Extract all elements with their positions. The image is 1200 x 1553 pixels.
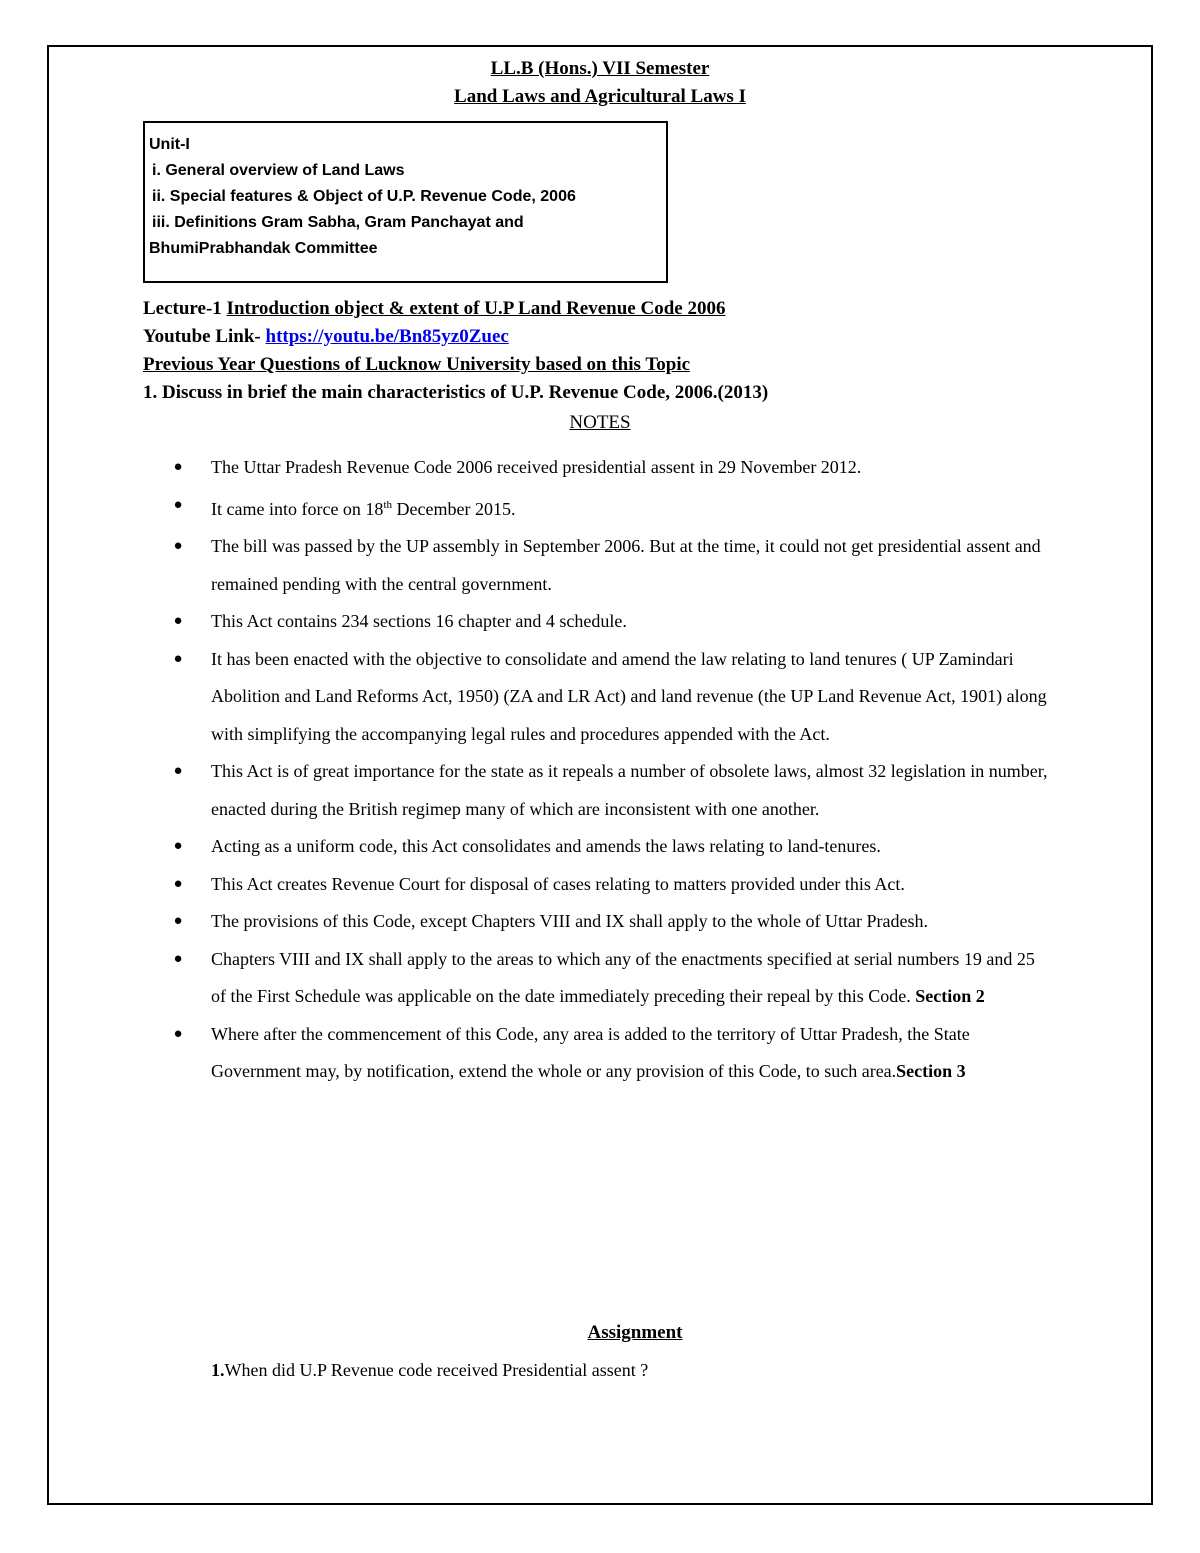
- unit-box: [143, 121, 668, 283]
- list-item: ● This Act creates Revenue Court for disposal of cases relating to matters provided under this Act.: [171, 866, 1051, 904]
- section-ref: Section 3: [896, 1061, 966, 1081]
- question-text: When did U.P Revenue code received Presidential assent ?: [224, 1360, 649, 1380]
- bullet-icon: ●: [173, 913, 183, 929]
- unit-title: Unit-I: [149, 136, 190, 153]
- lecture-line: [143, 296, 725, 322]
- bullet-icon: ●: [173, 838, 183, 854]
- unit-topic: iii. Definitions Gram Sabha, Gram Panchayat and: [152, 214, 524, 231]
- assignment-heading: Assignment: [587, 1322, 683, 1343]
- list-item: ● The bill was passed by the UP assembly in September 2006. But at the time, it could not get presidential assent and remained pending with the central government.: [171, 528, 1051, 603]
- list-item: ● This Act contains 234 sections 16 chapter and 4 schedule.: [171, 603, 1051, 641]
- bullet-icon: ●: [173, 613, 183, 629]
- section-ref: Section 2: [915, 986, 985, 1006]
- bullet-icon: ●: [173, 1025, 183, 1042]
- bullet-icon: ●: [173, 650, 183, 667]
- notes-heading: NOTES: [569, 412, 631, 433]
- list-item: ● Chapters VIII and IX shall apply to the areas to which any of the enactments specified at serial numbers 19 and 25 of the First Schedule was applicable on the date immediately preceding their repeal by this Code. Section 2: [171, 941, 1051, 1016]
- bullet-icon: ●: [173, 538, 183, 554]
- unit-topic: i. General overview of Land Laws: [152, 162, 405, 179]
- list-item: ● Where after the commencement of this Code, any area is added to the territory of Uttar Pradesh, the State Government may, by notification, extend the whole or any provision of this Code, to such area.Section 3: [171, 1016, 1051, 1091]
- youtube-label: Youtube Link-: [143, 326, 266, 347]
- pyq-question: 1. Discuss in brief the main characteristics of U.P. Revenue Code, 2006.(2013): [143, 382, 769, 403]
- bullet-icon: ●: [173, 950, 183, 967]
- list-item: ● Acting as a uniform code, this Act consolidates and amends the laws relating to land-tenures.: [171, 828, 1051, 866]
- youtube-link[interactable]: https://youtu.be/Bn85yz0Zuec: [265, 326, 509, 347]
- list-item: ● This Act is of great importance for the state as it repeals a number of obsolete laws, almost 32 legislation in number, enacted during the British regimep many of which are inconsistent with one another.: [171, 753, 1051, 828]
- question-number: 1.: [211, 1360, 225, 1380]
- bullet-icon: ●: [173, 496, 183, 513]
- subject-heading: Land Laws and Agricultural Laws I: [454, 86, 746, 107]
- notes-list: [171, 449, 1051, 1091]
- list-item: ● It has been enacted with the objective to consolidate and amend the law relating to land tenures ( UP Zamindari Abolition and Land Reforms Act, 1950) (ZA and LR Act) and land revenue (the UP Land Revenue Act, 1901) along with simplifying the accompanying legal rules and procedures appended with the Act.: [171, 641, 1051, 754]
- list-item: ● The provisions of this Code, except Chapters VIII and IX shall apply to the whole of Uttar Pradesh.: [171, 903, 1051, 941]
- bullet-icon: ●: [173, 459, 183, 475]
- unit-topic: BhumiPrabhandak Committee: [149, 240, 378, 257]
- list-item: ● The Uttar Pradesh Revenue Code 2006 received presidential assent in 29 November 2012.: [171, 449, 1051, 487]
- course-heading: LL.B (Hons.) VII Semester: [490, 58, 710, 79]
- lecture-prefix: Lecture-1: [143, 298, 227, 319]
- assignment-question: [211, 1356, 648, 1384]
- bullet-icon: ●: [173, 875, 183, 892]
- unit-topic: ii. Special features & Object of U.P. Revenue Code, 2006: [152, 188, 576, 205]
- list-item: ● It came into force on 18th December 2015.: [171, 487, 1051, 529]
- lecture-title: Introduction object & extent of U.P Land Revenue Code 2006: [226, 298, 726, 319]
- youtube-line: [143, 324, 509, 350]
- pyq-heading: Previous Year Questions of Lucknow University based on this Topic: [143, 354, 691, 375]
- bullet-icon: ●: [173, 763, 183, 779]
